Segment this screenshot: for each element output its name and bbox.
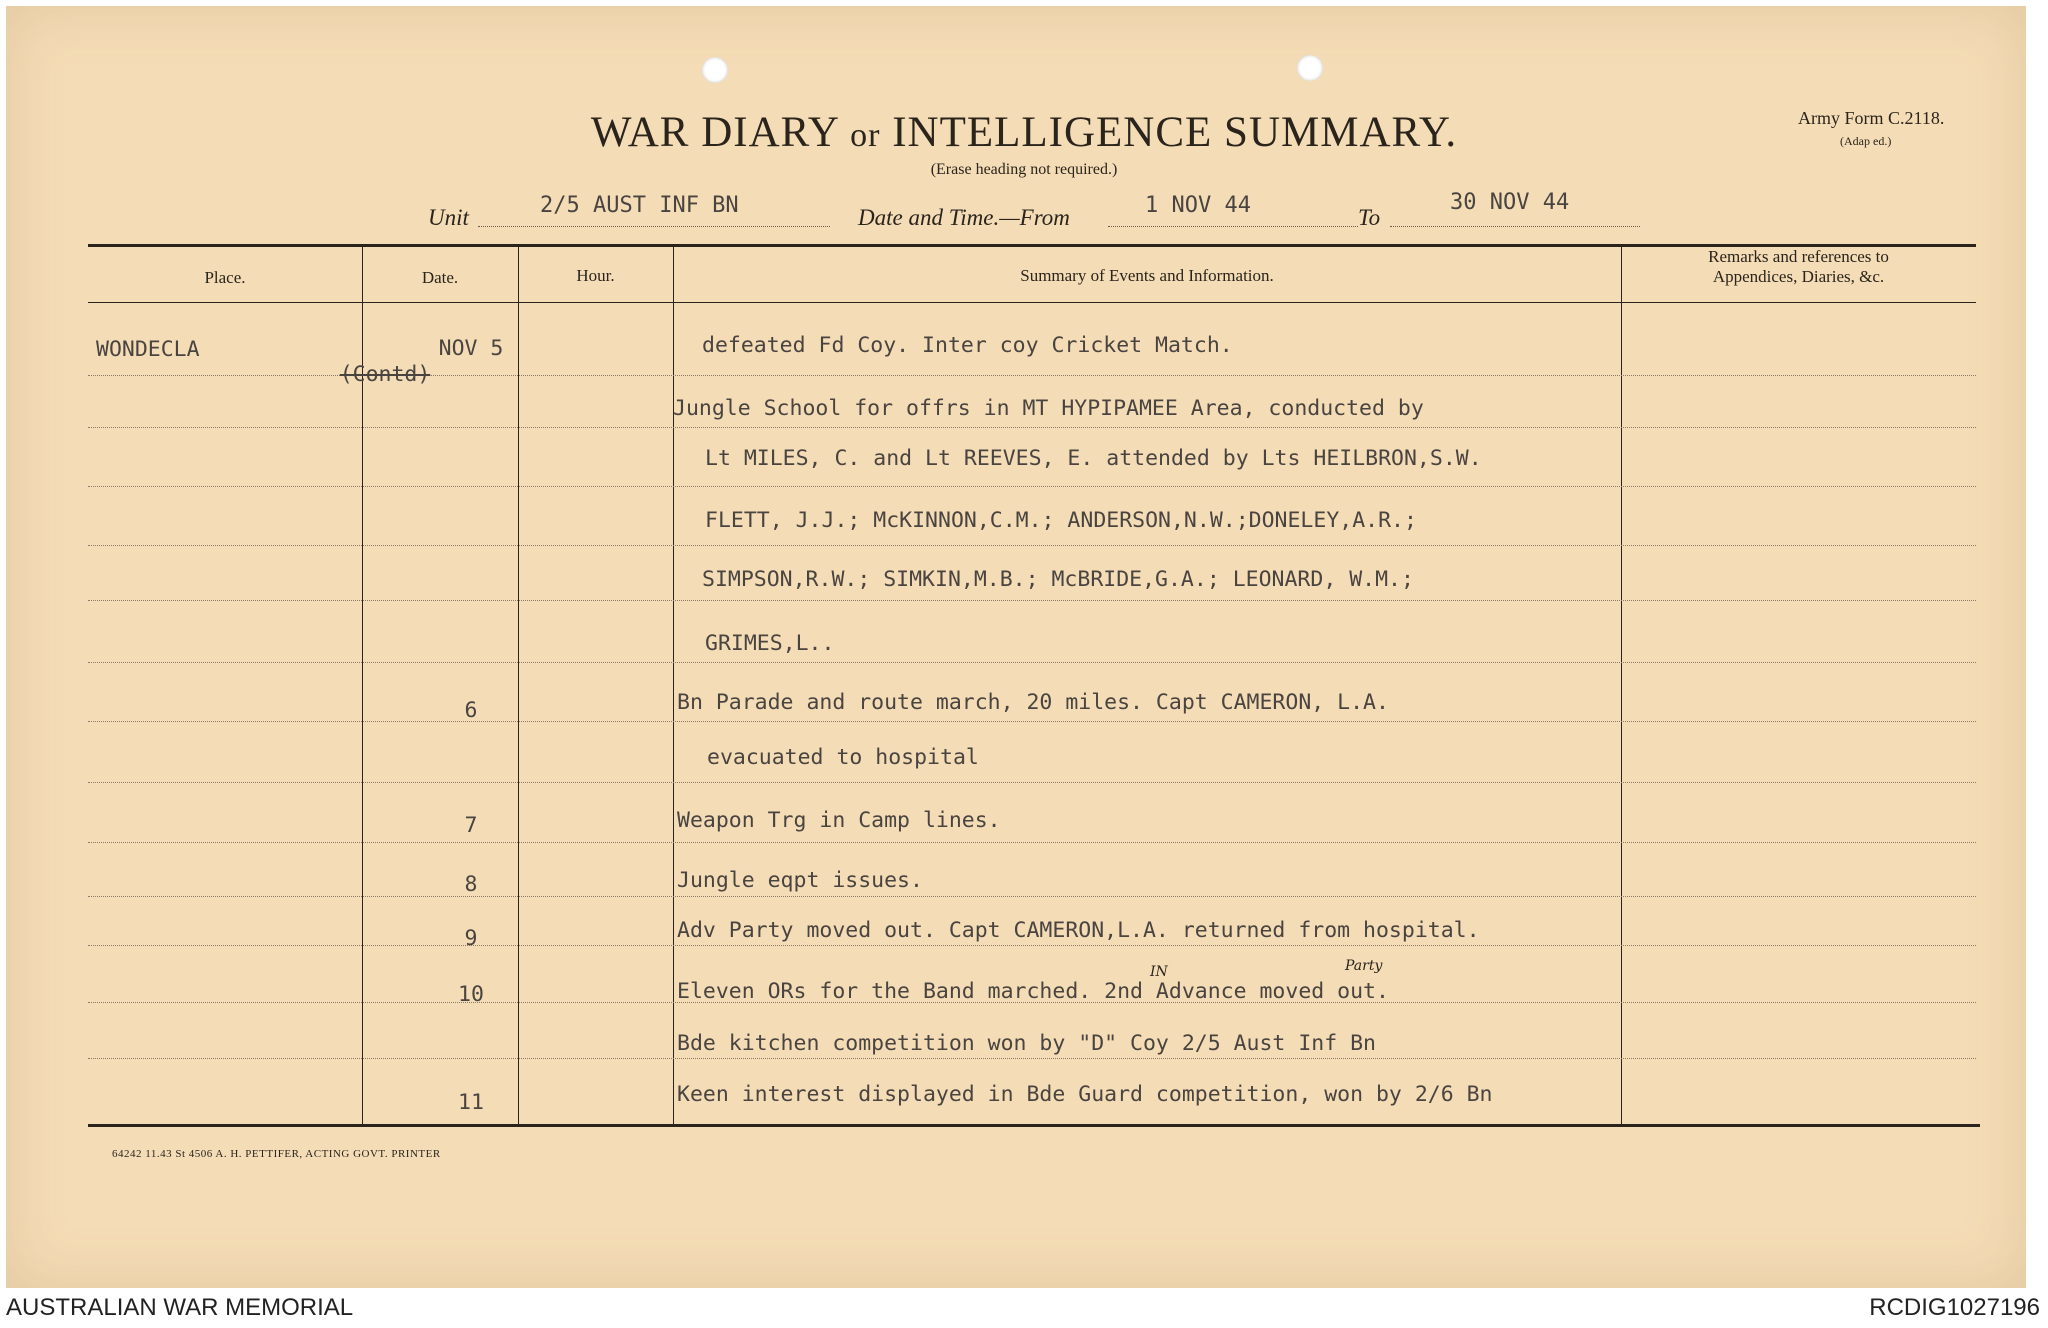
subtitle: (Erase heading not required.) [930, 161, 1118, 178]
unit-dotline [478, 226, 830, 227]
row-rule [88, 545, 1976, 546]
summary-line-6: GRIMES,L.. [705, 631, 835, 656]
date-7: 7 [464, 813, 478, 838]
punch-hole-left [702, 57, 728, 83]
row-rule [88, 945, 1976, 946]
remarks-line2: Appendices, Diaries, &c. [1712, 267, 1885, 286]
row-rule [88, 782, 1976, 783]
to-label: To [1358, 205, 1381, 230]
col-head-place: Place. [204, 268, 246, 287]
title-main: WAR DIARY [590, 109, 839, 156]
col-head-summary: Summary of Events and Information. [1020, 266, 1274, 285]
row-rule [88, 896, 1976, 897]
col-divider-3 [673, 247, 674, 1124]
summary-line-7: Bn Parade and route march, 20 miles. Capt CAMERON, L.A. [677, 690, 1389, 715]
col-divider-4 [1621, 247, 1622, 1124]
row-rule [88, 600, 1976, 601]
row-rule [88, 486, 1976, 487]
summary-line-1: defeated Fd Coy. Inter coy Cricket Match. [702, 333, 1233, 358]
date-10: 10 [458, 982, 484, 1007]
place-wondecla: WONDECLA [96, 337, 200, 362]
date-11: 11 [458, 1090, 484, 1115]
date-8: 8 [464, 872, 478, 897]
date-label: Date and Time.—From [858, 205, 1070, 230]
handwritten-in: IN [1150, 964, 1168, 980]
col-head-remarks [1621, 247, 1976, 287]
form-number: Army Form C.2118. [1798, 108, 1945, 128]
date-nov5: NOV 5 [438, 336, 504, 361]
handwritten-party: Party [1345, 958, 1383, 974]
table-bottom-rule [88, 1124, 1980, 1127]
row-rule [88, 427, 1976, 428]
date-9: 9 [464, 926, 478, 951]
unit-value: 2/5 AUST INF BN [540, 193, 739, 218]
row-rule [88, 842, 1976, 843]
row-rule [88, 721, 1976, 722]
summary-line-12: Eleven ORs for the Band marched. 2nd Advance moved out. [677, 979, 1389, 1004]
footer-record-id: RCDIG1027196 [1869, 1294, 2040, 1321]
summary-line-14: Keen interest displayed in Bde Guard competition, won by 2/6 Bn [677, 1082, 1493, 1107]
col-head-hour: Hour. [576, 266, 615, 285]
to-dotline [1390, 226, 1640, 227]
summary-line-3: Lt MILES, C. and Lt REEVES, E. attended by Lts HEILBRON,S.W. [705, 446, 1482, 471]
from-value: 1 NOV 44 [1145, 193, 1251, 218]
to-value: 30 NOV 44 [1450, 190, 1570, 215]
summary-line-9: Weapon Trg in Camp lines. [677, 808, 1001, 833]
footer-archive-name: AUSTRALIAN WAR MEMORIAL [6, 1294, 354, 1321]
punch-hole-right [1297, 55, 1323, 81]
header-under-rule [88, 302, 1976, 303]
summary-line-13: Bde kitchen competition won by "D" Coy 2/5 Aust Inf Bn [677, 1031, 1376, 1056]
summary-line-4: FLETT, J.J.; McKINNON,C.M.; ANDERSON,N.W.;DONELEY,A.R.; [705, 508, 1417, 533]
summary-line-11: Adv Party moved out. Capt CAMERON,L.A. returned from hospital. [677, 918, 1480, 943]
date-6: 6 [464, 698, 478, 723]
title-rest: INTELLIGENCE SUMMARY. [892, 109, 1458, 156]
remarks-line1: Remarks and references to [1708, 247, 1889, 266]
col-head-date: Date. [421, 268, 459, 287]
from-dotline [1108, 226, 1358, 227]
date-contd: (Contd) [339, 362, 431, 387]
summary-line-2: Jungle School for offrs in MT HYPIPAMEE Area, conducted by [673, 396, 1424, 421]
printer-imprint: 64242 11.43 St 4506 A. H. PETTIFER, ACTING GOVT. PRINTER [112, 1148, 441, 1160]
page-title [0, 108, 2048, 157]
summary-line-10: Jungle eqpt issues. [677, 868, 923, 893]
summary-line-5: SIMPSON,R.W.; SIMKIN,M.B.; McBRIDE,G.A.; LEONARD, W.M.; [702, 567, 1414, 592]
row-rule [88, 662, 1976, 663]
row-rule [88, 1058, 1976, 1059]
title-or: or [850, 117, 881, 154]
summary-line-8: evacuated to hospital [707, 745, 979, 770]
form-sub: (Adap ed.) [1840, 134, 1892, 148]
unit-label: Unit [428, 205, 469, 230]
